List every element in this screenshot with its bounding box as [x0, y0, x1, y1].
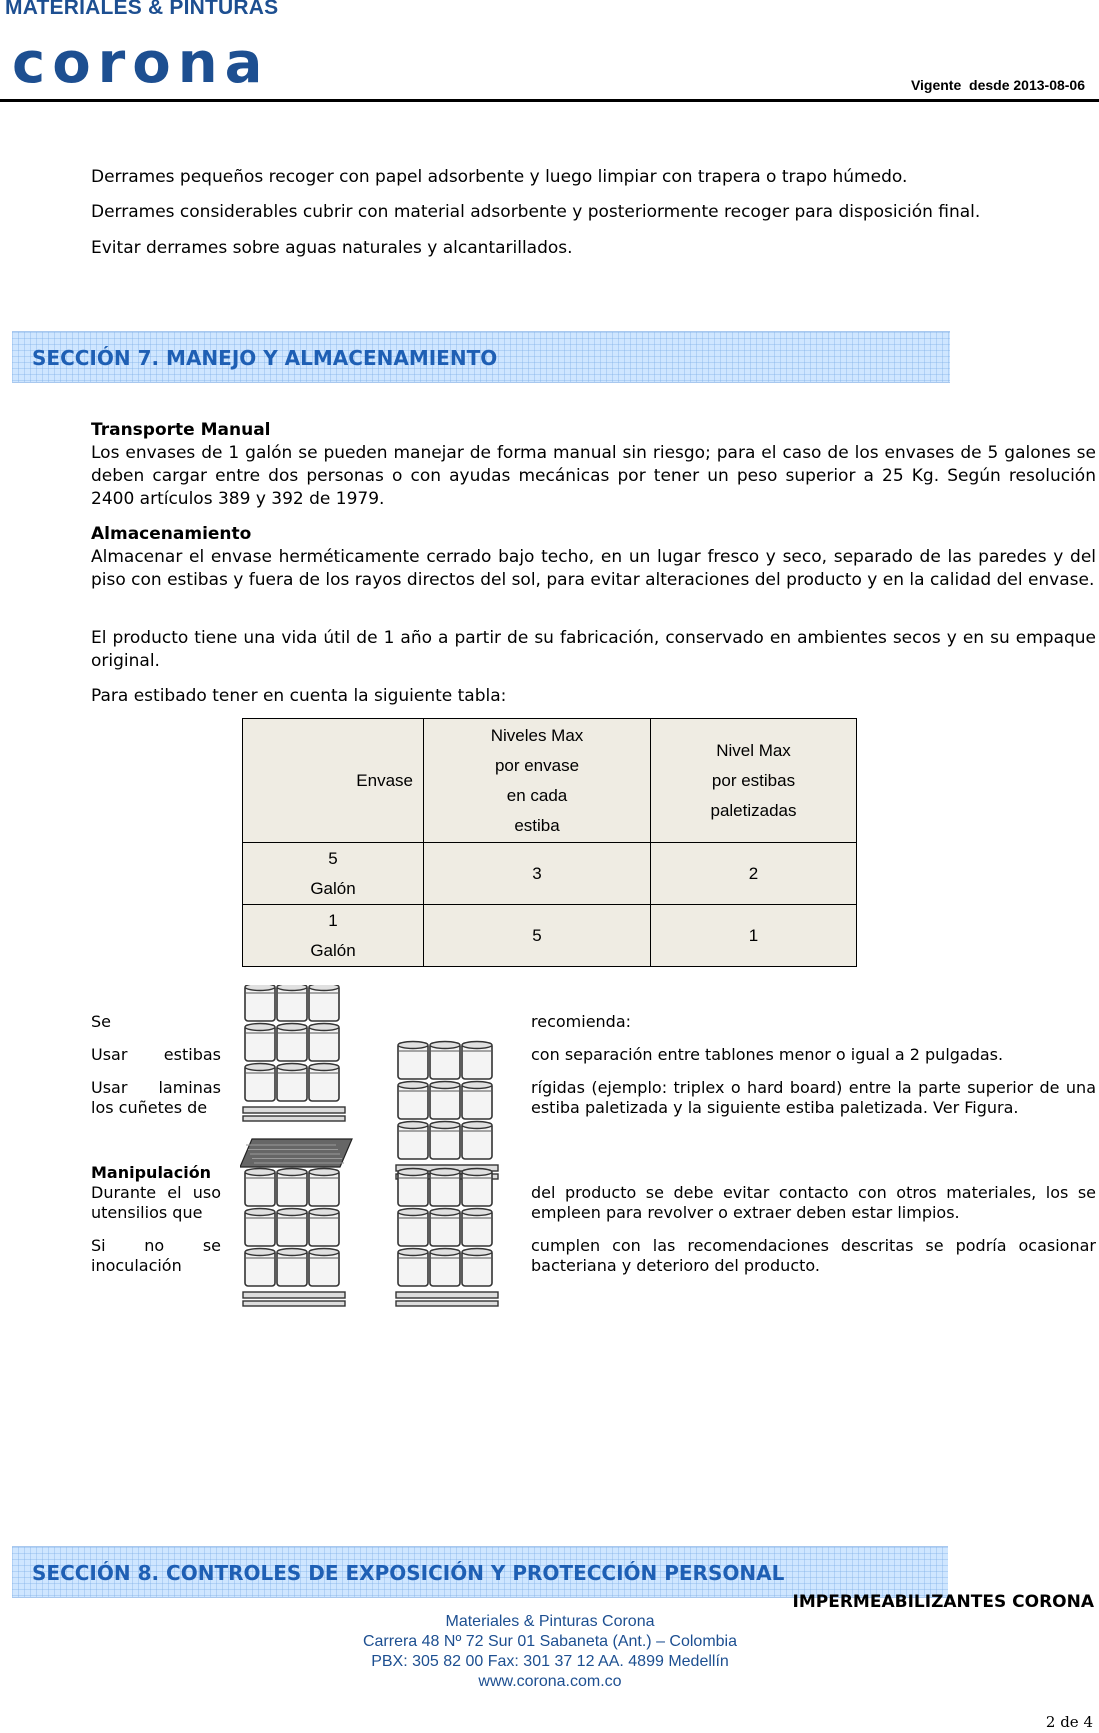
header-envase: Envase: [243, 719, 424, 843]
footer-product-name: IMPERMEABILIZANTES CORONA: [792, 1592, 1094, 1612]
header-niveles-max: Niveles Max por envase en cada estiba: [424, 719, 651, 843]
cell-nivel-max: 1: [651, 905, 857, 967]
section-8-header: [12, 1546, 948, 1598]
transporte-heading: Transporte Manual: [91, 420, 271, 440]
pallet-stack-illustration: [240, 985, 520, 1320]
note-se-left: Se: [91, 1012, 111, 1031]
footer-web[interactable]: www.corona.com.co: [478, 1673, 622, 1690]
section-8-title: SECCIÓN 8. CONTROLES DE EXPOSICIÓN Y PROTECCIÓN PERSONAL: [32, 1561, 785, 1585]
header-divider: [0, 99, 1099, 102]
tabla-intro: Para estibado tener en cuenta la siguiente tabla:: [91, 686, 507, 706]
stacking-table: [242, 718, 857, 967]
note-uso-left: Durante el uso utensilios que: [91, 1183, 221, 1222]
cell-envase: 5 Galón: [243, 843, 424, 905]
transporte-text: Los envases de 1 galón se pueden manejar de forma manual sin riesgo; para el caso de los envases de 5 galones se deben cargar entre dos personas o con ayudas mecánicas por tener un peso superior a 25 Kg. Según resolución 2400 artículos 389 y 392 de 1979.: [91, 443, 1096, 509]
cell-nivel-max: 2: [651, 843, 857, 905]
table-row: [243, 905, 857, 967]
spill-line-small: Derrames pequeños recoger con papel adsorbente y luego limpiar con trapera o trapo húmedo.: [91, 167, 908, 187]
spill-line-water: Evitar derrames sobre aguas naturales y alcantarillados.: [91, 238, 573, 258]
note-uso-right: del producto se debe evitar contacto con otros materiales, los se empleen para revolver o extraer deben estar limpios.: [531, 1183, 1096, 1222]
note-se-right: recomienda:: [531, 1012, 632, 1031]
section-7-header: [12, 331, 950, 383]
cell-niveles: 3: [424, 843, 651, 905]
almacenamiento-heading: Almacenamiento: [91, 524, 252, 544]
page-number: 2 de 4: [1045, 1713, 1093, 1731]
footer-company: Materiales & Pinturas Corona: [445, 1613, 655, 1630]
cell-niveles: 5: [424, 905, 651, 967]
note-estibas-right: con separación entre tablones menor o igual a 2 pulgadas.: [531, 1045, 1004, 1064]
effective-date: Vigente desde 2013-08-06: [910, 77, 1085, 93]
vida-util-text: El producto tiene una vida útil de 1 año a partir de su fabricación, conservado en ambientes secos y en su empaque original.: [91, 628, 1096, 671]
footer-contact: [300, 1612, 800, 1692]
header-nivel-max-estibas: Nivel Max por estibas paletizadas: [651, 719, 857, 843]
footer-address: Carrera 48 Nº 72 Sur 01 Sabaneta (Ant.) – Colombia: [362, 1633, 738, 1650]
note-laminas-right: rígidas (ejemplo: triplex o hard board) entre la parte superior de una estiba paletizada y la siguiente estiba paletizada. Ver Figura.: [531, 1078, 1096, 1117]
almacenamiento-text: Almacenar el envase herméticamente cerrado bajo techo, en un lugar fresco y seco, separado de las paredes y del piso con estibas y fuera de los rayos directos del sol, para evitar alteraciones del producto y en la calidad del envase.: [91, 547, 1096, 590]
table-header-row: [243, 719, 857, 843]
brand-top-text: MATERIALES & PINTURAS: [5, 0, 279, 19]
note-laminas-left: Usar laminas los cuñetes de: [91, 1078, 221, 1117]
spill-line-large: Derrames considerables cubrir con material adsorbente y posteriormente recoger para disposición final.: [91, 202, 981, 222]
corona-logo: corona: [12, 31, 270, 96]
note-estibas-left: Usar estibas: [91, 1045, 221, 1064]
footer-phone: PBX: 305 82 00 Fax: 301 37 12 AA. 4899 Medellín: [371, 1653, 729, 1670]
note-si-right: cumplen con las recomendaciones descritas se podría ocasionar bacteriana y deterioro del producto.: [531, 1236, 1096, 1275]
section-7-title: SECCIÓN 7. MANEJO Y ALMACENAMIENTO: [32, 346, 498, 370]
cell-envase: 1 Galón: [243, 905, 424, 967]
note-si-left: Si no se inoculación: [91, 1236, 221, 1275]
manipulacion-heading: Manipulación: [91, 1163, 212, 1182]
table-row: [243, 843, 857, 905]
